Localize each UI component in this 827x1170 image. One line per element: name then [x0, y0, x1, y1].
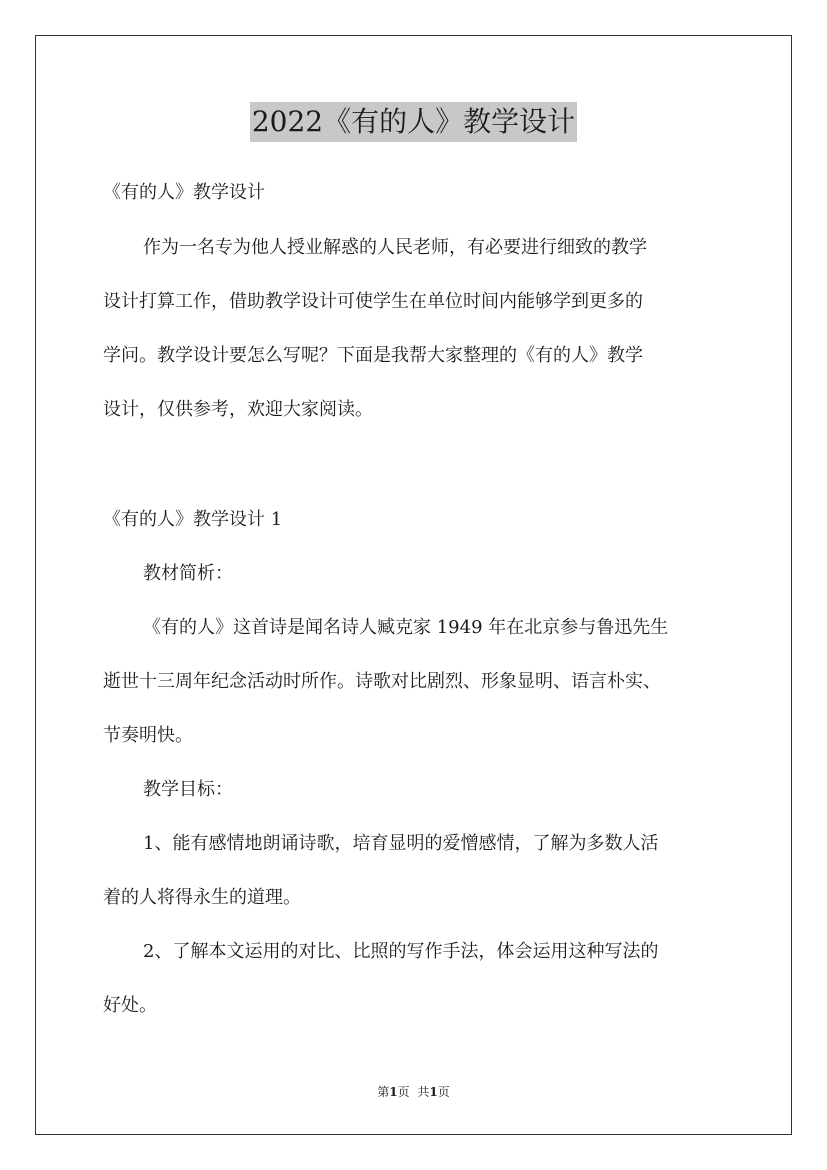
footer-total-label: 共	[417, 1085, 430, 1099]
paragraph-line: 着的人将得永生的道理。	[103, 887, 301, 908]
paragraph-line: 1、能有感情地朗诵诗歌，培育显明的爱憎感情，了解为多数人活	[143, 833, 659, 854]
footer-page-label: 第	[377, 1085, 390, 1099]
document-title: 2022《有的人》教学设计	[250, 102, 577, 142]
section-heading: 《有的人》教学设计 1	[103, 509, 283, 530]
subtitle-line: 《有的人》教学设计	[103, 182, 265, 203]
footer-total-number: 1	[429, 1085, 438, 1099]
footer-page-suffix: 页	[397, 1085, 410, 1099]
title-container	[0, 102, 827, 142]
page-footer	[0, 1084, 827, 1100]
paragraph-line: 《有的人》这首诗是闻名诗人臧克家 1949 年在北京参与鲁迅先生	[143, 617, 669, 638]
paragraph-line: 教学目标：	[143, 779, 233, 800]
paragraph-line: 学问。教学设计要怎么写呢？下面是我帮大家整理的《有的人》教学	[103, 345, 643, 366]
paragraph-line: 逝世十三周年纪念活动时所作。诗歌对比剧烈、形象显明、语言朴实、	[103, 671, 661, 692]
paragraph-line: 设计打算工作，借助教学设计可使学生在单位时间内能够学到更多的	[103, 291, 643, 312]
paragraph-line: 节奏明快。	[103, 725, 193, 746]
paragraph-line: 教材简析：	[143, 563, 233, 584]
footer-total-suffix: 页	[437, 1085, 450, 1099]
footer-page-number: 1	[389, 1085, 398, 1099]
paragraph-line: 2、了解本文运用的对比、比照的写作手法，体会运用这种写法的	[143, 941, 659, 962]
paragraph-line: 作为一名专为他人授业解惑的人民老师，有必要进行细致的教学	[143, 237, 647, 258]
paragraph-line: 设计，仅供参考，欢迎大家阅读。	[103, 399, 373, 420]
paragraph-line: 好处。	[103, 995, 157, 1016]
